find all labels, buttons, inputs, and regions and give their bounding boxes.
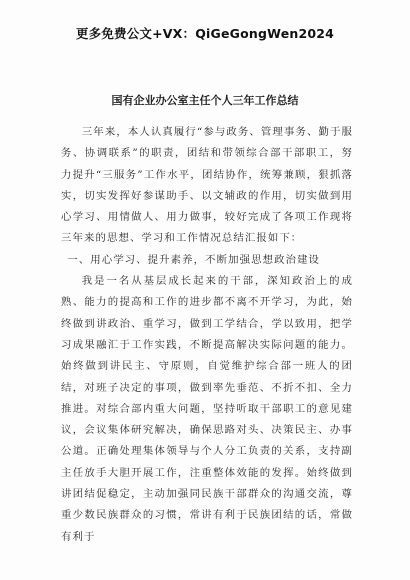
promo-banner: 更多免费公文+VX：QiGeGongWen2024 bbox=[75, 26, 335, 41]
document-body bbox=[61, 122, 353, 548]
body-paragraph: 我是一名从基层成长起来的干部，深知政治上的成熟、能力的提高和工作的进步都不离不开学习，为此，始终做到讲政治、重学习，做到工学结合，学以致用，把学习成果融汇于工作实践，不断提高解决实际问题的能力。始终做到讲民主、守原则，自觉维护综合部一班人的团结，对班子决定的事项，做到率先垂范、不折不扣、全力推进。对综合部内重大问题，坚持听取干部职工的意见建议，会议集体研究解决，确保思路对头、决策民主、办事公道。正确处理集体领导与个人分工负责的关系，支持副主任放手大胆开展工作，注重整体效能的发挥。始终做到讲团结促稳定，主动加强同民族干部群众的沟通交流，尊重少数民族群众的习惯，常讲有利于民族团结的话，常做有利于 bbox=[61, 275, 353, 543]
document-title: 国有企业办公室主任个人三年工作总结 bbox=[111, 94, 299, 107]
section-heading: 一、用心学习、提升素养，不断加强思想政治建设 bbox=[67, 253, 321, 266]
intro-paragraph: 三年来，本人认真履行“参与政务、管理事务、勤于服务、协调联系”的职责，团结和带领综合部干部职工，努力提升“三服务”工作水平，团结协作，统筹兼顾，狠抓落实，切实发挥好参谋助手、以文辅政的作用，切实做到用心学习、用情做人、用力做事，较好完成了各项工作现将三年来的思想、学习和工作情况总结汇报如下： bbox=[61, 126, 353, 245]
